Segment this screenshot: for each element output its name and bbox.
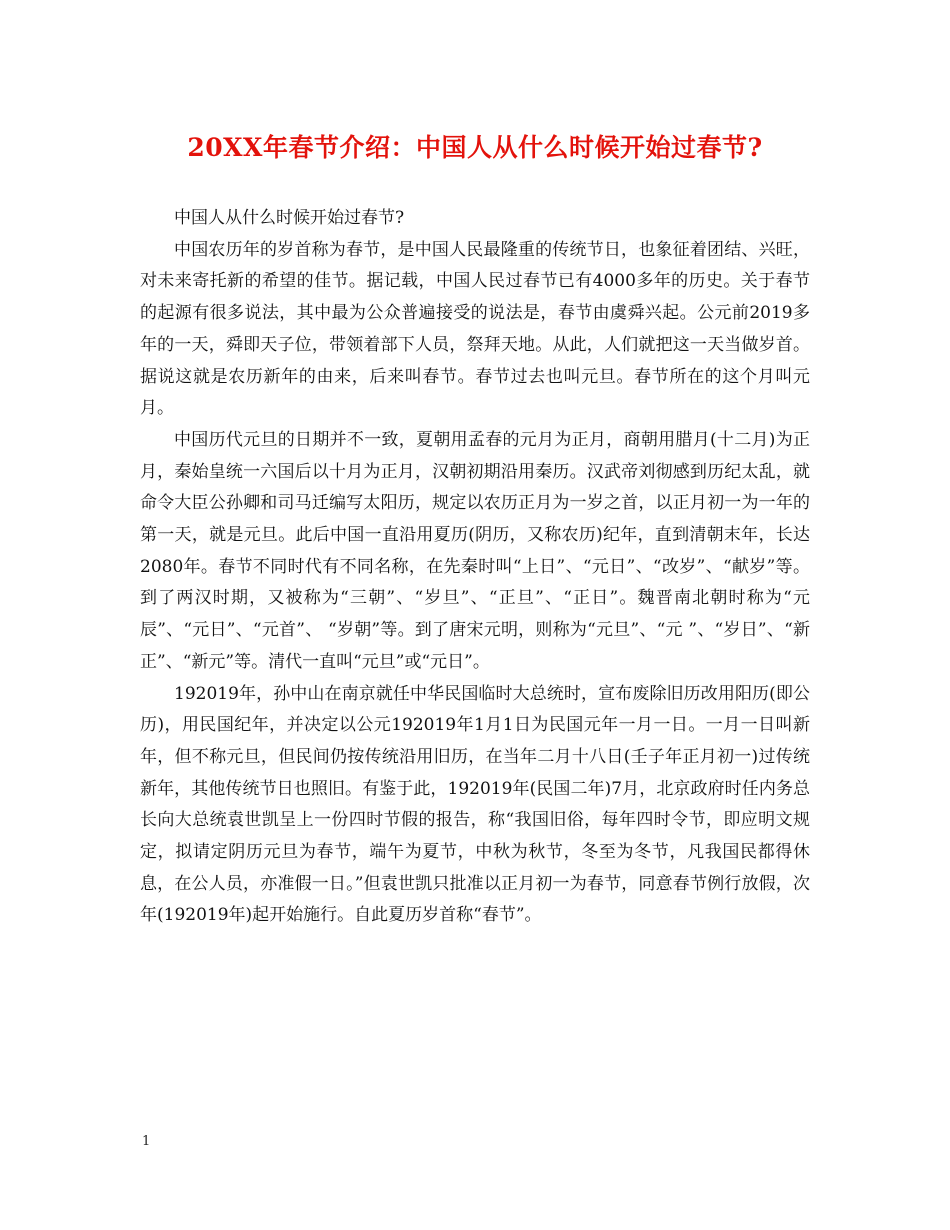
paragraph-origin: 中国农历年的岁首称为春节，是中国人民最隆重的传统节日，也象征着团结、兴旺，对未来寄托新的希望的佳节。据记载，中国人民过春节已有4000多年的历史。关于春节的起源有很多说法，其中最为公众普遍接受的说法是，春节由虞舜兴起。公元前2019多年的一天，舜即天子位，带领着部下人员，祭拜天地。从此，人们就把这一天当做岁首。据说这就是农历新年的由来，后来叫春节。春节过去也叫元旦。春节所在的这个月叫元月。 [140, 239, 810, 419]
paragraph-republic: 192019年，孙中山在南京就任中华民国临时大总统时，宣布废除旧历改用阳历(即公历)，用民国纪年，并决定以公元192019年1月1日为民国元年一月一日。一月一日叫新年，但不称元旦，但民间仍按传统沿用旧历，在当年二月十八日(壬子年正月初一)过传统新年，其他传统节日也照旧。有鉴于此，192019年(民国二年)7月，北京政府时任内务总长向大总统袁世凯呈上一份四时节假的报告，称“我国旧俗，每年四时令节，即应明文规定，拟请定阴历元旦为春节，端午为夏节，中秋为秋节，冬至为冬节，凡我国民都得休息，在公人员，亦准假一日。”但袁世凯只批准以正月初一为春节，同意春节例行放假，次年(192019年)起开始施行。自此夏历岁首称“春节”。 [140, 683, 810, 926]
document-title: 20XX年春节介绍：中国人从什么时候开始过春节? [187, 133, 763, 162]
paragraph-history: 中国历代元旦的日期并不一致，夏朝用孟春的元月为正月，商朝用腊月(十二月)为正月，秦始皇统一六国后以十月为正月，汉朝初期沿用秦历。汉武帝刘彻感到历纪太乱，就命令大臣公孙卿和司马迁编写太阳历，规定以农历正月为一岁之首，以正月初一为一年的第一天，就是元旦。此后中国一直沿用夏历(阴历，又称农历)纪年，直到清朝末年，长达2080年。春节不同时代有不同名称，在先秦时叫“上日”、“元日”、“改岁”、“献岁”等。到了两汉时期，又被称为“三朝”、“岁旦”、“正旦”、“正日”。魏晋南北朝时称为“元辰”、“元日”、“元首”、 “岁朝”等。到了唐宋元明，则称为“元旦”、“元 ”、“岁日”、“新正”、“新元”等。清代一直叫“元旦”或“元日”。 [140, 429, 810, 672]
paragraph-question: 中国人从什么时候开始过春节? [174, 208, 405, 228]
page-number: 1 [142, 1134, 151, 1149]
document-body [140, 203, 810, 932]
